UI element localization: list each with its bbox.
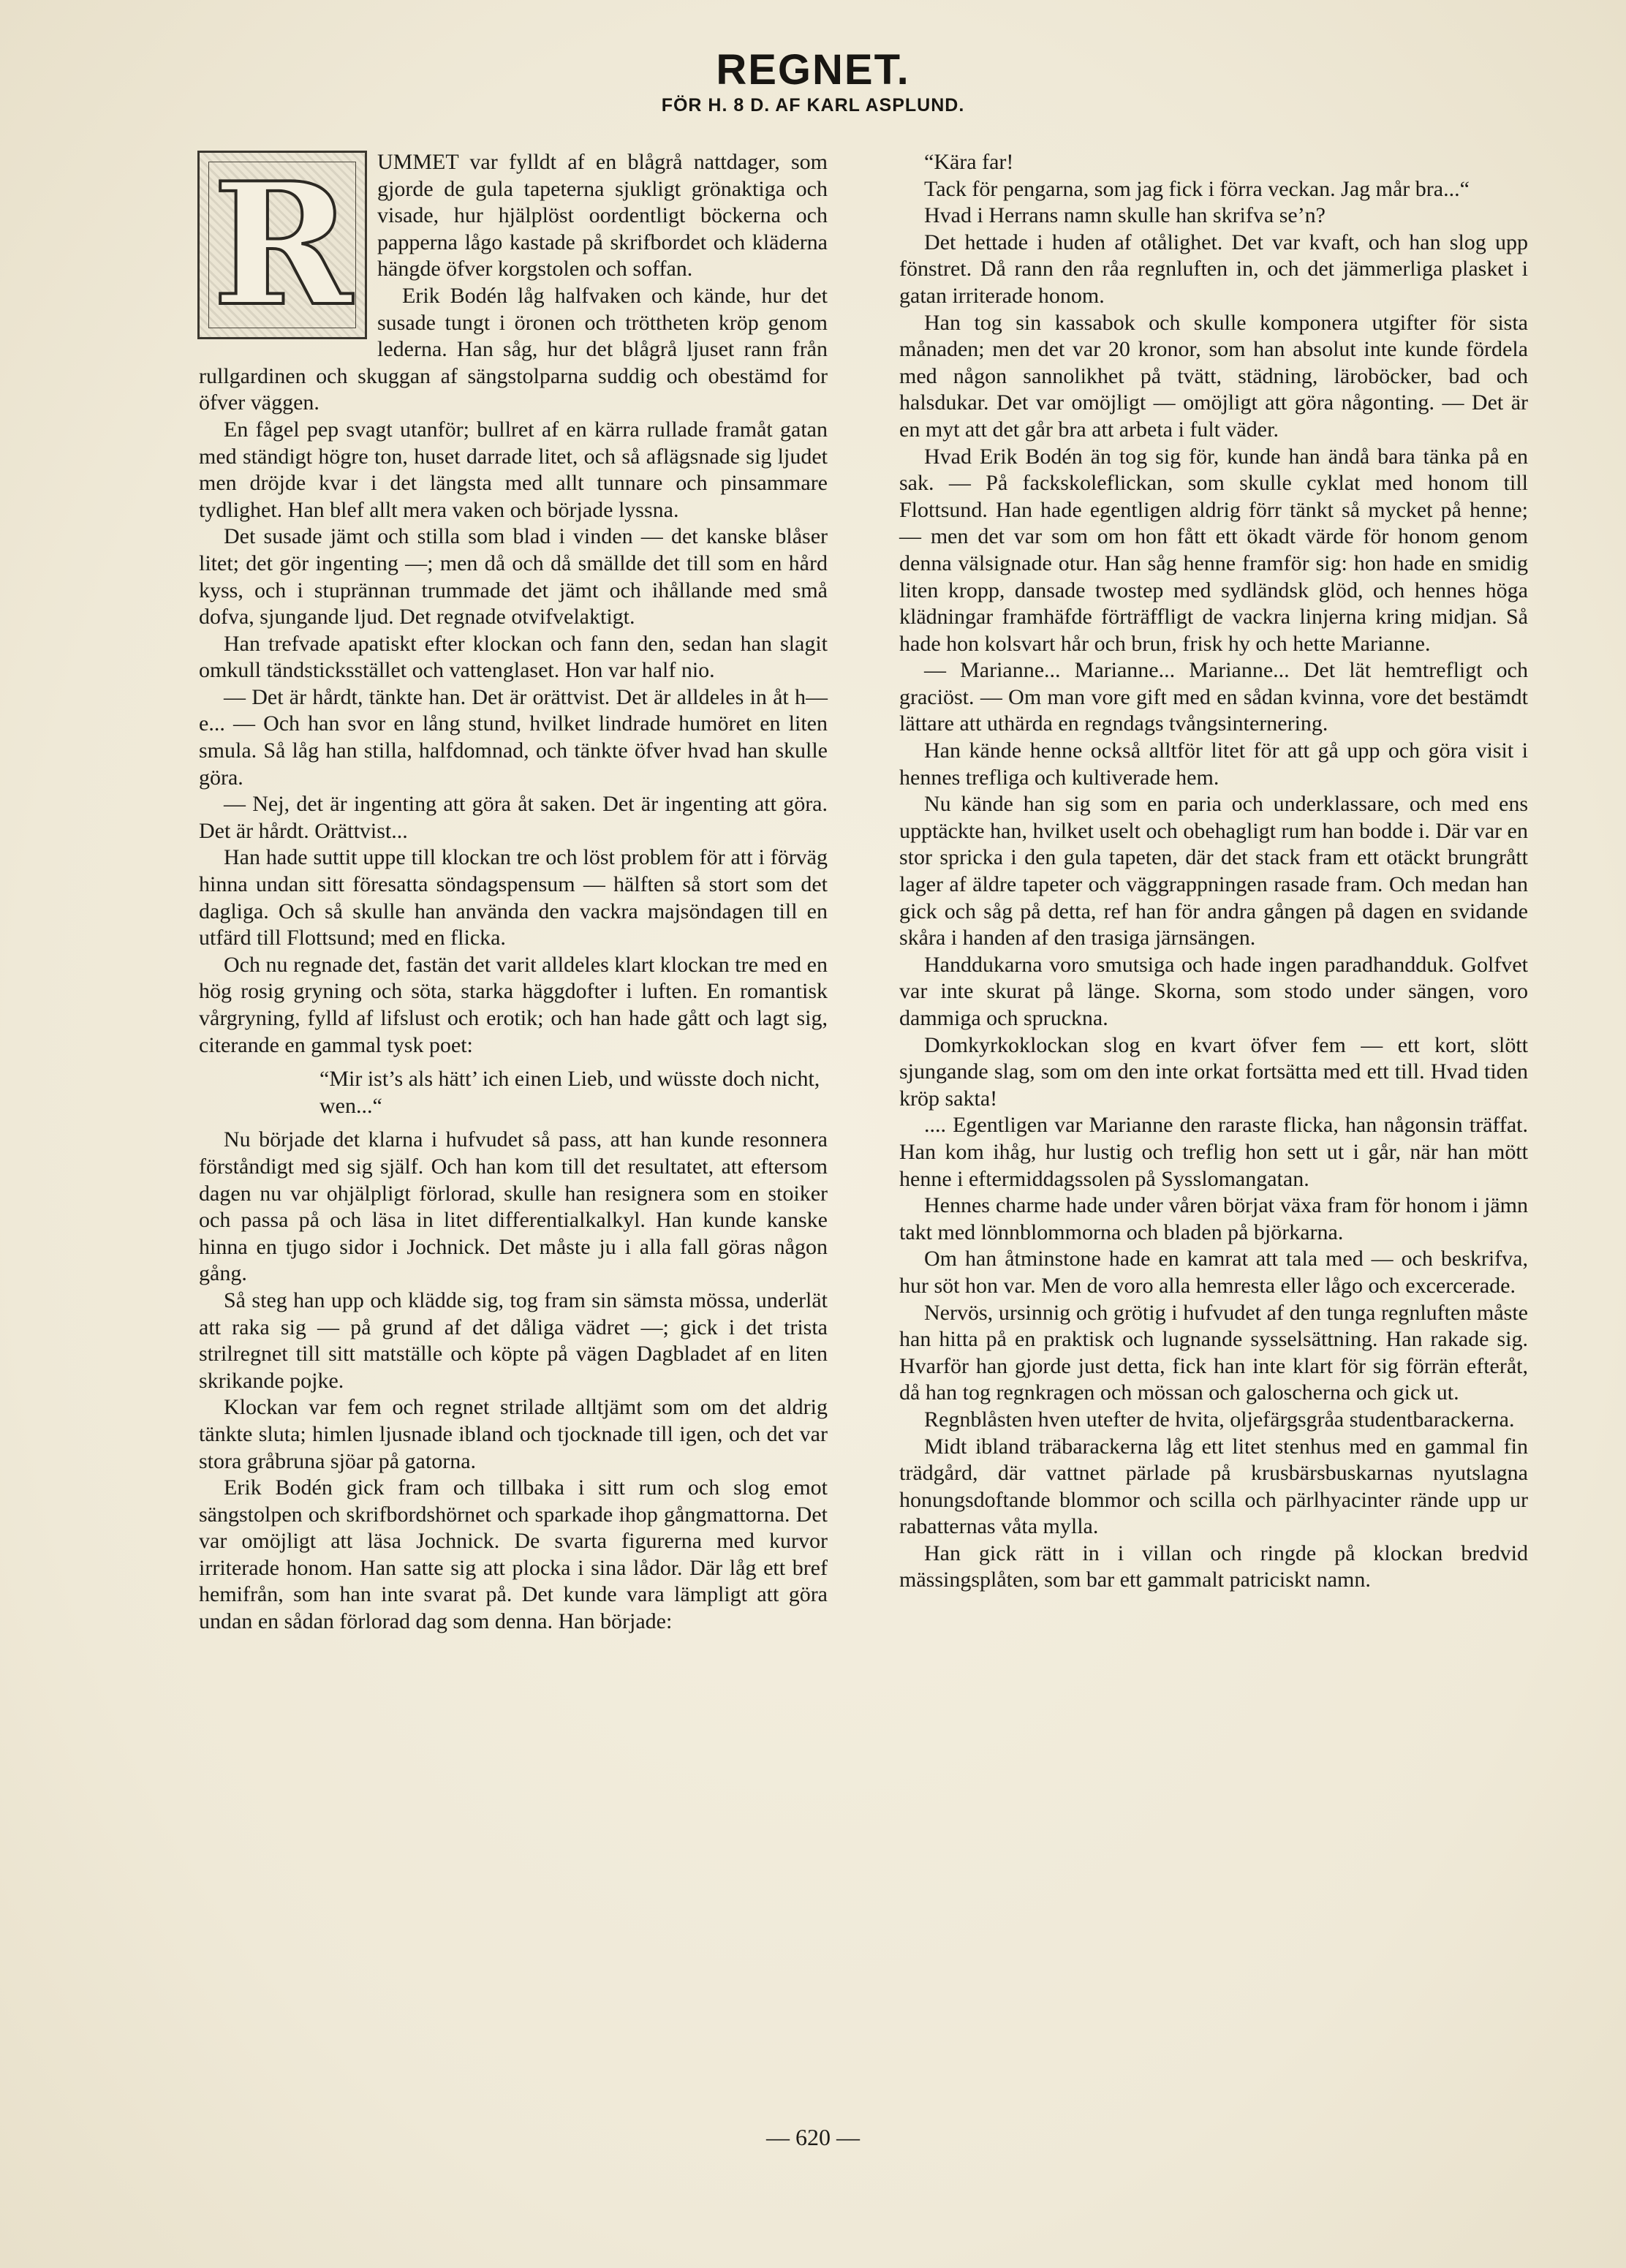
paragraph: Det hettade i huden af otålighet. Det var kvaft, och han slog upp fönstret. Då rann den råa regnluften in, och det jämmerliga plasket i gatan irriterade honom.	[899, 230, 1528, 308]
paragraph: Han trefvade apatiskt efter klockan och fann den, sedan han slagit omkull tändsticksstället och vattenglaset. Hon var half nio.	[199, 631, 828, 683]
story-byline: FÖR H. 8 D. AF KARL ASPLUND.	[661, 95, 965, 116]
paragraph: Nu kände han sig som en paria och underklassare, och med ens upptäckte han, hvilket uselt och obehagligt rum han bodde i. Där var en stor spricka i den gula tapeten, där det stack fram ett otäckt brungrått lager af äldre tapeter och väggrappningen rasade fram. Och medan han gick och såg på detta, ref han för andra gången på dagen en svidande skåra i handen af den trasiga järnsängen.	[899, 792, 1528, 950]
paragraph: Han hade suttit uppe till klockan tre och löst problem för att i förväg hinna undan sitt föresatta söndagspensum — hälften så stort som det dagliga. Och så skulle han använda den vackra majsöndagen till en utfärd till Flottsund; med en flicka.	[199, 845, 828, 950]
paragraph: Så steg han upp och klädde sig, tog fram sin sämsta mössa, underlät att raka sig — på grund af det dåliga vädret —; gick i det trista strilregnet till sitt matställe och köpte på vägen Dagbladet af en liten skrikande pojke.	[199, 1288, 828, 1393]
paragraph: Nervös, ursinnig och grötig i hufvudet af den tunga regnluften måste han hitta på en praktisk och lugnande sysselsättning. Han rakade sig. Hvarför han gjorde just detta, fick han inte klart för sig förrän efteråt, då han tog regnkragen och mössan och galoscherna och gick ut.	[899, 1300, 1528, 1405]
paragraph: Regnblåsten hven utefter de hvita, oljefärgsgråa studentbarackerna.	[924, 1407, 1515, 1432]
paragraph: “Kära far!	[924, 150, 1014, 174]
paragraph: Hennes charme hade under våren börjat växa fram för honom i jämn takt med lönnblommorna och bladen på björkarna.	[899, 1193, 1528, 1244]
paragraph: Nu började det klarna i hufvudet så pass, att han kunde resonnera förståndigt med sig själf. Och han kom till det resultatet, att eftersom dagen nu var ohjälpligt förlorad, skulle han resignera som en stoiker och passa på och läsa in litet differentialkalkyl. Han kunde kanske hinna en tjugo sidor i Jochnick. Det måste ju i alla fall göras någon gång.	[199, 1127, 828, 1286]
paragraph: — Marianne... Marianne... Marianne... Det lät hemtrefligt och graciöst. — Om man vore gift med en sådan kvinna, vore det bestämdt lättare att uthärda en regndags tvångsinternering.	[899, 658, 1528, 736]
paragraph: Erik Bodén gick fram och tillbaka i sitt rum och slog emot sängstolpen och skrifbordshörnet och sparkade ihop gångmattorna. Det var omöjligt att läsa Jochnick. De svarta figurerna med kurvor irriterade honom. Han satte sig att plocka i sina lådor. Där låg ett bref hemifrån, som han inte svarat på. Det kunde vara lämpligt att göra undan en sådan förlorad dag som denna. Han började:	[199, 1475, 828, 1634]
paragraph: Han tog sin kassabok och skulle komponera utgifter för sista månaden; men det var 20 kronor, som han absolut inte kunde fördela med någon sannolikhet på tvätt, städning, läroböcker, bad och halsdukar. Det var omöjligt — omöjligt att göra någonting. — Det är en myt att det går bra att arbeta i fult väder.	[899, 310, 1528, 442]
ornamental-drop-cap	[197, 146, 367, 344]
page-number: — 620 —	[766, 2124, 860, 2150]
paragraph: Han gick rätt in i villan och ringde på klockan bredvid mässingsplåten, som bar ett gammalt patriciskt namn.	[899, 1541, 1528, 1592]
story-title: REGNET.	[716, 46, 910, 94]
paragraph: Tack för pengarna, som jag fick i förra veckan. Jag mår bra...“	[924, 176, 1470, 201]
paragraph: .... Egentligen var Marianne den raraste flicka, han någonsin träffat. Han kom ihåg, hur lustig och treflig hon sett ut i går, när han mött henne i eftermiddagssolen på Sysslomangatan.	[899, 1113, 1528, 1191]
right-column	[899, 149, 1528, 1594]
poem-quote: “Mir ist’s als hätt’ ich einen Lieb, und wüsste doch nicht, wen...“	[319, 1067, 820, 1118]
paragraph: Erik Bodén låg halfvaken och kände, hur det susade tungt i öronen och tröttheten kröp genom lederna. Han såg, hur det blågrå ljuset rann från rullgardinen och skuggan af sängstolparna suddig och obestämd for öfver väggen.	[199, 283, 828, 415]
paragraph: En fågel pep svagt utanför; bullret af en kärra rullade framåt gatan med ständigt högre ton, huset darrade litet, och så aflägsnade sig ljudet men dröjde kvar i det längsta med allt tunnare och pinsammare tydlighet. Han blef allt mera vaken och började lyssna.	[199, 417, 828, 522]
paragraph: Domkyrkoklockan slog en kvart öfver fem — ett kort, slött sjungande slag, som om den inte orkat fortsätta med ett till. Hvad tiden kröp sakta!	[899, 1032, 1528, 1111]
paragraph: Och nu regnade det, fastän det varit alldeles klart klockan tre med en hög rosig gryning och söta, starka häggdofter i luften. En romantisk vårgryning, fylld af lifslust och erotik; och han hade gått och lagt sig, citerande en gammal tysk poet:	[199, 952, 828, 1057]
paragraph: Midt ibland träbarackerna låg ett litet stenhus med en gammal fin trädgård, där vattnet pärlade på krusbärsbuskarnas nyutslagna honungsdoftande blommor och scilla och pärlhyacinter rände upp ur rabatternas våta mylla.	[899, 1434, 1528, 1539]
paragraph: — Det är hårdt, tänkte han. Det är orättvist. Det är alldeles in åt h—e... — Och han svor en lång stund, hvilket lindrade humöret en liten smula. Så låg han stilla, halfdomnad, och tänkte öfver hvad han skulle göra.	[199, 684, 828, 790]
paragraph: Han kände henne också alltför litet för att gå upp och göra visit i hennes trefliga och kultiverade hem.	[899, 738, 1528, 790]
drop-cap-letter: R	[212, 146, 352, 344]
paragraph: Hvad Erik Bodén än tog sig för, kunde han ändå bara tänka på en sak. — På fackskoleflickan, som skulle cyklat med honom till Flottsund. Han hade egentligen aldrig förr tänkt så mycket på henne; — men det var som om hon fått ett ökadt värde för honom genom denna välsignade otur. Han såg henne framför sig: hon hade en smidig liten kropp, dansade twostep med sydländsk glöd, och hennes höga klädningar framhäfde förträffligt de vackra linjerna kring midjan. Så hade hon kolsvart hår och brun, frisk hy och hette Marianne.	[899, 444, 1528, 656]
paragraph: UMMET var fylldt af en blågrå nattdager, som gjorde de gula tapeterna sjukligt grönaktiga och visade, hur hjälplöst oordentligt böckerna och papperna lågo kastade på skrifbordet och kläderna hängde öfver korgstolen och soffan.	[377, 150, 828, 281]
paragraph: Hvad i Herrans namn skulle han skrifva se’n?	[924, 203, 1326, 228]
paragraph: Det susade jämt och stilla som blad i vinden — det kanske blåser litet; det gör ingenting —; men då och då smällde det till som en hård kyss, och i stuprännan trummade det jämt och ihållande med små dofva, sjungande ljud. Det regnade otvifvelaktigt.	[199, 524, 828, 630]
paragraph: Om han åtminstone hade en kamrat att tala med — och beskrifva, hur söt hon var. Men de voro alla hemresta eller lågo och excercerade.	[899, 1247, 1528, 1298]
paragraph: Handdukarna voro smutsiga och hade ingen paradhandduk. Golfvet var inte skurat på länge. Skorna, som stodo under sängen, voro dammiga och spruckna.	[899, 952, 1528, 1030]
paragraph: — Nej, det är ingenting att göra åt saken. Det är ingenting att göra. Det är hårdt. Orättvist...	[199, 792, 828, 843]
left-column	[199, 146, 828, 1636]
paragraph: Klockan var fem och regnet strilade alltjämt som om det aldrig tänkte sluta; himlen ljusnade ibland och tjocknade till igen, och det var stora gråbruna sjöar på gatorna.	[199, 1395, 828, 1473]
